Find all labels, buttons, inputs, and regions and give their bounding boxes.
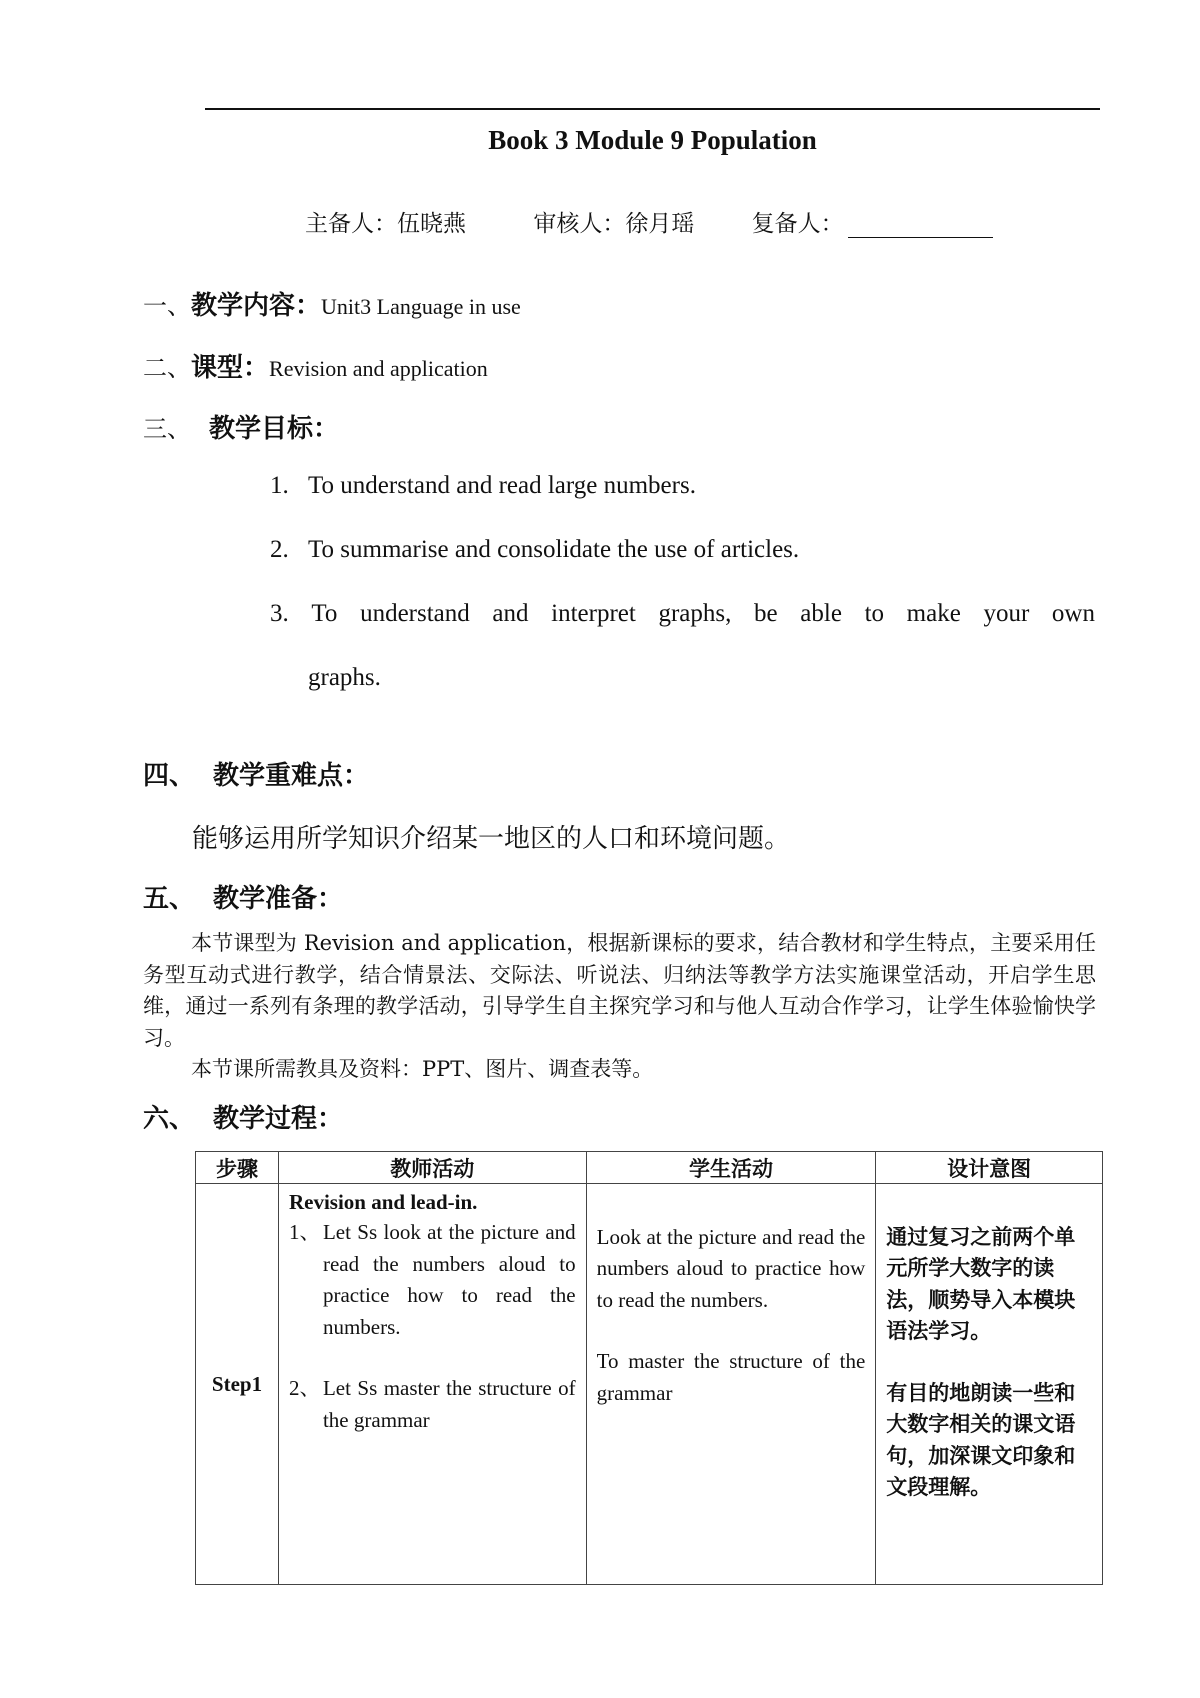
design-cell [876,1184,1103,1585]
objective-line [270,600,1095,628]
co-preparer-label: 复备人： [751,211,844,237]
teacher-item [289,1217,576,1343]
header-step: 步骤 [196,1152,279,1184]
co-preparer-blank [848,215,993,238]
section-heading: 教学内容： [191,291,322,321]
preparer: 主备人：伍晓燕 [305,211,466,237]
section-preparation [143,878,343,915]
section-number: 五、 [143,884,196,914]
objective-continuation: graphs. [308,664,381,691]
objective-word: able [800,600,842,627]
objective-word: make [906,600,961,627]
section-heading: 教学过程： [213,1104,344,1134]
objective-text: To summarise and consolidate the use of articles. [308,536,800,563]
section-value: Revision and application [269,356,488,381]
objective-word: be [754,600,778,627]
design-item: 通过复习之前两个单元所学大数字的读法，顺势导入本模块语法学习。 [886,1224,1076,1343]
key-points-text: 能够运用所学知识介绍某一地区的人口和环境问题。 [192,824,791,854]
objective-item [270,472,696,500]
section-value: Unit3 Language in use [321,294,521,319]
objective-number: 2. [270,536,289,563]
item-text: Let Ss look at the picture and read the numbers aloud to practice how to read the numbers. [322,1220,576,1339]
student-item: Look at the picture and read the numbers aloud to practice how to read the numbers. [596,1224,866,1312]
objective-word: understand [360,600,470,627]
document-title: Book 3 Module 9 Population [488,125,817,155]
section-heading: 课型： [191,353,270,383]
objective-word: your [983,600,1030,627]
objective-text: To understand and read large numbers. [308,472,696,499]
teacher-item [289,1373,576,1436]
section-objectives [143,408,339,445]
header-design: 设计意图 [876,1152,1103,1184]
student-item: To master the structure of the grammar [596,1349,866,1405]
section-number: 二、 [143,354,191,382]
objective-word: interpret [551,600,636,627]
objective-number: 1. [270,472,289,499]
preparation-paragraph: 本节课型为 Revision and application，根据新课标的要求，结合教材和学生特点，主要采用任务型互动式进行教学，结合情景法、交际法、听说法、归纳法等教学方法实施课堂活动，开启学生思维，通过一系列有条理的教学活动，引导学生自主探究学习和与他人互动合作学习，让学生体验愉快学习。 [143,931,1096,1050]
student-cell [586,1184,876,1585]
section-heading: 教学重难点： [213,761,370,791]
section-heading: 教学准备： [213,884,344,914]
teacher-cell [278,1184,586,1585]
teacher-title: Revision and lead-in. [288,1190,478,1214]
header-rule [205,108,1100,110]
objective-item [270,536,799,564]
section-number: 一、 [143,292,191,320]
reviewer: 审核人：徐月瑶 [533,211,695,237]
table-header-row [196,1152,1103,1184]
objective-word: own [1051,600,1095,627]
section-number: 三、 [143,415,191,443]
section-heading: 教学目标： [209,414,340,444]
objective-item [270,600,1095,692]
objective-word: graphs, [658,600,732,627]
design-item: 有目的地朗读一些和大数字相关的课文语句，加深课文印象和文段理解。 [886,1380,1076,1499]
process-table [195,1151,1103,1585]
co-preparer [752,205,993,238]
item-number: 1、 [288,1220,321,1244]
objective-word: and [492,600,529,627]
section-number: 六、 [143,1104,196,1134]
objective-word: To [311,600,338,627]
objective-number: 3. [270,600,289,627]
preparation-text [143,928,1096,1086]
item-number: 2、 [288,1376,321,1400]
section-content [143,285,521,322]
step-cell: Step1 [196,1184,279,1585]
objective-word: to [864,600,885,627]
section-process [143,1098,343,1135]
header-teacher: 教师活动 [278,1152,586,1184]
preparation-paragraph: 本节课所需教具及资料：PPT、图片、调查表等。 [191,1057,654,1081]
author-line [305,205,993,238]
section-type [143,347,488,384]
header-student: 学生活动 [586,1152,876,1184]
item-text: Let Ss master the structure of the grammar [322,1376,576,1432]
section-number: 四、 [143,761,196,791]
table-row [196,1184,1103,1585]
section-key-points [143,755,369,792]
